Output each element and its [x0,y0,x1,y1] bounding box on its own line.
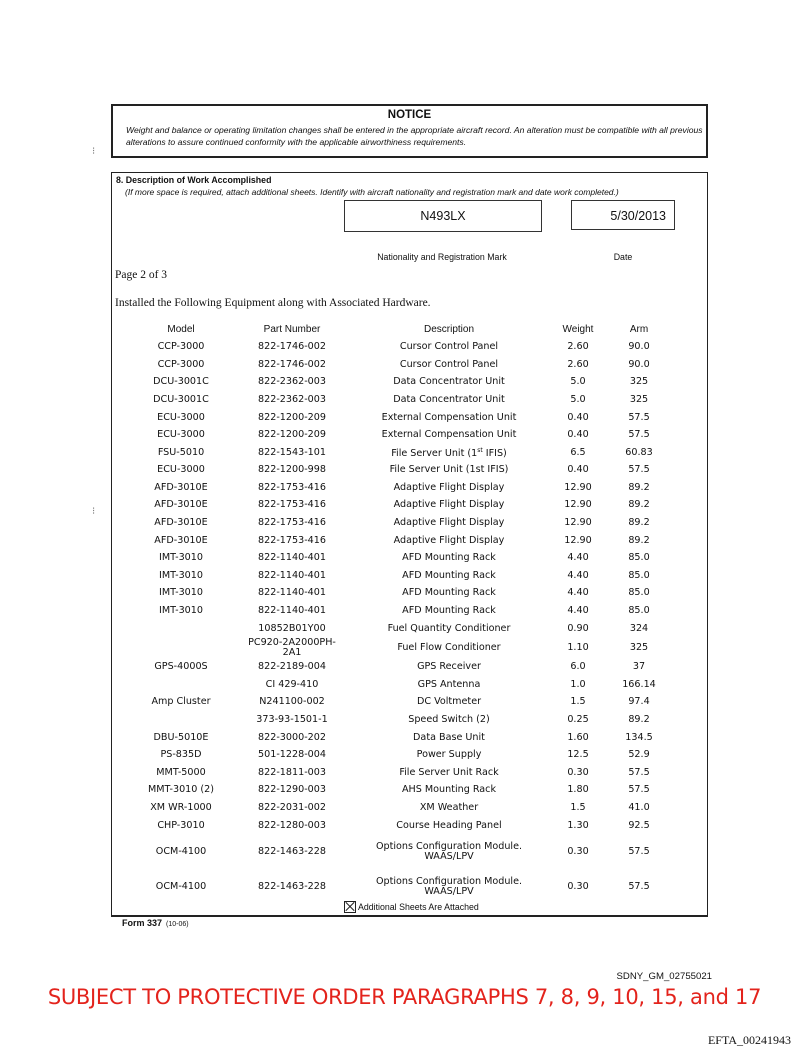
arm-cell: 57.5 [628,880,650,892]
arm-cell: 89.2 [628,534,650,546]
description-cell: XM Weather [419,801,479,813]
table-row [122,747,676,765]
weight-cell: 1.60 [567,731,589,743]
description-cell: Data Concentrator Unit [393,376,505,388]
table-header-row [122,321,676,339]
table-row [122,694,676,712]
model-cell: IMT-3010 [159,605,203,617]
description-cell: Fuel Quantity Conditioner [387,622,511,634]
notice-box [111,104,708,158]
table-row [122,676,676,694]
part-number-cell: N241100-002 [259,696,325,708]
weight-cell: 0.40 [567,464,589,476]
table-row [122,799,676,817]
equipment-table [122,321,676,905]
weight-cell: 0.30 [567,845,589,857]
arm-cell: 52.9 [628,749,650,761]
weight-cell: 1.0 [570,678,586,690]
weight-cell: 1.5 [570,801,586,813]
model-cell [122,620,240,638]
description-cell: Adaptive Flight Display [393,481,505,493]
table-row [122,479,676,497]
description-cell: GPS Antenna [417,678,481,690]
model-cell: ECU-3000 [157,464,205,476]
part-number-cell: 822-1200-998 [258,464,326,476]
part-number-cell: 501-1228-004 [258,749,326,761]
part-number-cell: 822-1140-401 [258,569,326,581]
description-cell: Options Configuration Module. WAAS/LPV [375,875,523,898]
header-description: Description [423,323,475,335]
model-cell: CHP-3010 [157,819,205,831]
protective-order-notice: SUBJECT TO PROTECTIVE ORDER PARAGRAPHS 7, 8, 9, 10, 15, and 17 [47,985,762,1009]
arm-cell: 325 [629,641,649,653]
table-row [122,585,676,603]
description-cell: Power Supply [416,749,482,761]
arm-cell: 166.14 [622,678,656,690]
table-row [122,409,676,427]
arm-cell: 89.2 [628,499,650,511]
arm-cell: 89.2 [628,517,650,529]
table-body [122,339,676,905]
table-row [122,427,676,445]
part-number-cell: 822-1290-003 [258,784,326,796]
table-row [122,711,676,729]
description-cell: Adaptive Flight Display [393,517,505,529]
weight-cell: 0.90 [567,622,589,634]
header-model: Model [167,323,195,335]
part-number-cell: 822-1140-401 [258,552,326,564]
table-row [122,620,676,638]
arm-cell: 325 [629,376,649,388]
weight-cell: 12.90 [564,481,592,493]
model-cell: DBU-5010E [153,731,209,743]
arm-cell: 57.5 [628,429,650,441]
arm-cell: 57.5 [628,766,650,778]
model-cell: AFD-3010E [154,499,208,511]
date-label: Date [613,252,633,262]
description-cell: AFD Mounting Rack [402,552,496,564]
table-row [122,835,676,870]
arm-cell: 41.0 [628,801,650,813]
model-cell: DCU-3001C [153,376,209,388]
weight-cell: 4.40 [567,587,589,599]
arm-cell: 92.5 [628,819,650,831]
table-row [122,817,676,835]
arm-cell: 89.2 [628,481,650,493]
table-row [122,638,676,659]
weight-cell: 1.30 [567,819,589,831]
part-number-cell: 822-1200-209 [258,411,326,423]
table-row [122,356,676,374]
table-row [122,497,676,515]
bates-number: SDNY_GM_02755021 [616,971,712,982]
date-field: 5/30/2013 [571,200,675,230]
model-cell: CCP-3000 [157,341,205,353]
part-number-cell: 822-1140-401 [258,605,326,617]
model-cell: IMT-3010 [159,569,203,581]
arm-cell: 57.5 [628,464,650,476]
part-number-cell: 822-2362-003 [258,376,326,388]
notice-text: Weight and balance or operating limitation changes shall be entered in the appropriate aircraft record. An alteration must be compatible with all previous alterations to assure continued conformity with the applicable airworthiness requirements. [126,125,703,147]
weight-cell: 12.90 [564,499,592,511]
part-number-cell: 822-1753-416 [258,481,326,493]
part-number-cell: 822-1753-416 [258,517,326,529]
description-cell: External Compensation Unit [381,411,517,423]
weight-cell: 1.80 [567,784,589,796]
arm-cell: 60.83 [625,446,653,458]
weight-cell: 0.30 [567,880,589,892]
description-cell: Fuel Flow Conditioner [397,641,501,653]
description-cell: Adaptive Flight Display [393,534,505,546]
form-revision: (10-06) [166,921,189,928]
description-cell: DC Voltmeter [416,696,482,708]
intro-text: Installed the Following Equipment along with Associated Hardware. [115,297,431,309]
part-number-cell: 373-93-1501-1 [256,714,328,726]
arm-cell: 324 [629,622,649,634]
arm-cell: 325 [629,393,649,405]
table-row [122,550,676,568]
part-number-cell: 822-1746-002 [258,341,326,353]
weight-cell: 2.60 [567,341,589,353]
part-number-cell: 822-2031-002 [258,801,326,813]
arm-cell: 90.0 [628,358,650,370]
header-part-number: Part Number [263,323,321,335]
part-number-cell: 822-1543-101 [258,446,326,458]
model-cell: MMT-5000 [156,766,206,778]
registration-label: Nationality and Registration Mark [377,252,507,262]
registration-field: N493LX [344,200,542,232]
model-cell [122,711,240,729]
table-row [122,444,676,462]
part-number-cell: 822-1140-401 [258,587,326,599]
scan-mark: ⁝ [92,146,96,157]
description-cell: Data Base Unit [413,731,485,743]
additional-sheets-label: Additional Sheets Are Attached [358,902,479,912]
arm-cell: 57.5 [628,411,650,423]
description-cell: File Server Unit (1st IFIS) [389,464,509,476]
model-cell: ECU-3000 [157,429,205,441]
description-cell: Adaptive Flight Display [393,499,505,511]
efta-number: EFTA_00241943 [707,1033,791,1047]
description-cell: Cursor Control Panel [399,358,499,370]
weight-cell: 0.40 [567,411,589,423]
description-cell: Speed Switch (2) [408,714,490,726]
description-cell: AFD Mounting Rack [402,605,496,617]
weight-cell: 5.0 [570,376,586,388]
model-cell: DCU-3001C [153,393,209,405]
page-number: Page 2 of 3 [115,269,168,281]
scan-mark: ⁝ [92,506,96,517]
part-number-cell: 822-2362-003 [258,393,326,405]
part-number-cell: 822-2189-004 [258,661,326,673]
part-number-cell: 10852B01Y00 [258,622,326,634]
weight-cell: 0.25 [567,714,589,726]
part-number-cell: 822-3000-202 [258,731,326,743]
header-arm: Arm [629,323,649,335]
model-cell: Amp Cluster [151,696,211,708]
description-cell: File Server Unit Rack [399,766,499,778]
model-cell: GPS-4000S [154,661,208,673]
description-cell: Data Concentrator Unit [393,393,505,405]
description-cell: GPS Receiver [417,661,481,673]
weight-cell: 6.5 [570,446,586,458]
weight-cell: 0.30 [567,766,589,778]
section-subtitle: (If more space is required, attach additional sheets. Identify with aircraft nationality and registration mark and date work completed.) [125,187,619,197]
part-number-cell: 822-1463-228 [258,880,326,892]
part-number-cell: 822-1746-002 [258,358,326,370]
arm-cell: 90.0 [628,341,650,353]
weight-cell: 12.5 [567,749,589,761]
part-number-cell: 822-1753-416 [258,499,326,511]
description-cell: AFD Mounting Rack [402,587,496,599]
part-number-cell: CI 429-410 [265,678,319,690]
table-row [122,462,676,480]
table-row [122,339,676,357]
arm-cell: 85.0 [628,587,650,599]
model-cell: FSU-5010 [157,446,205,458]
form-name: Form 337 [122,918,163,928]
arm-cell: 57.5 [628,784,650,796]
description-cell: Course Heading Panel [396,819,502,831]
weight-cell: 6.0 [570,661,586,673]
arm-cell: 85.0 [628,569,650,581]
arm-cell: 85.0 [628,552,650,564]
header-weight: Weight [562,323,594,335]
description-cell: External Compensation Unit [381,429,517,441]
table-row [122,532,676,550]
weight-cell: 1.5 [570,696,586,708]
weight-cell: 12.90 [564,534,592,546]
table-row [122,515,676,533]
part-number-cell: 822-1753-416 [258,534,326,546]
model-cell: AFD-3010E [154,481,208,493]
arm-cell: 57.5 [628,845,650,857]
part-number-cell: 822-1200-209 [258,429,326,441]
weight-cell: 1.10 [567,641,589,653]
description-cell: AHS Mounting Rack [401,784,497,796]
work-description-section [111,172,708,917]
weight-cell: 4.40 [567,605,589,617]
model-cell [122,676,240,694]
part-number-cell: 822-1463-228 [258,845,326,857]
model-cell: MMT-3010 (2) [147,784,215,796]
model-cell: AFD-3010E [154,517,208,529]
checked-checkbox-icon [344,901,356,913]
weight-cell: 0.40 [567,429,589,441]
model-cell: IMT-3010 [159,587,203,599]
model-cell: OCM-4100 [155,845,207,857]
part-number-cell: 822-1811-003 [258,766,326,778]
model-cell: OCM-4100 [155,880,207,892]
table-row [122,567,676,585]
part-number-cell: PC920-2A2000PH-2A1 [248,636,336,659]
arm-cell: 134.5 [625,731,653,743]
table-row [122,374,676,392]
description-cell: AFD Mounting Rack [402,569,496,581]
part-number-cell: 822-1280-003 [258,819,326,831]
weight-cell: 5.0 [570,393,586,405]
description-cell: Options Configuration Module. WAAS/LPV [375,840,523,863]
model-cell: PS-835D [160,749,202,761]
weight-cell: 2.60 [567,358,589,370]
arm-cell: 97.4 [628,696,650,708]
table-row [122,729,676,747]
model-cell: ECU-3000 [157,411,205,423]
model-cell: CCP-3000 [157,358,205,370]
additional-sheets [344,901,479,913]
arm-cell: 37 [632,661,646,673]
description-cell: File Server Unit (1st IFIS) [391,447,507,460]
table-row [122,782,676,800]
weight-cell: 4.40 [567,552,589,564]
model-cell: IMT-3010 [159,552,203,564]
model-cell: AFD-3010E [154,534,208,546]
arm-cell: 89.2 [628,714,650,726]
description-cell: Cursor Control Panel [399,341,499,353]
model-cell [122,638,240,659]
table-row [122,870,676,905]
table-row [122,659,676,677]
weight-cell: 4.40 [567,569,589,581]
form-number [122,918,189,928]
arm-cell: 85.0 [628,605,650,617]
table-row [122,603,676,621]
notice-title: NOTICE [387,109,432,121]
weight-cell: 12.90 [564,517,592,529]
table-row [122,391,676,409]
model-cell: XM WR-1000 [150,801,212,813]
section-title: 8. Description of Work Accomplished [116,175,272,185]
table-row [122,764,676,782]
